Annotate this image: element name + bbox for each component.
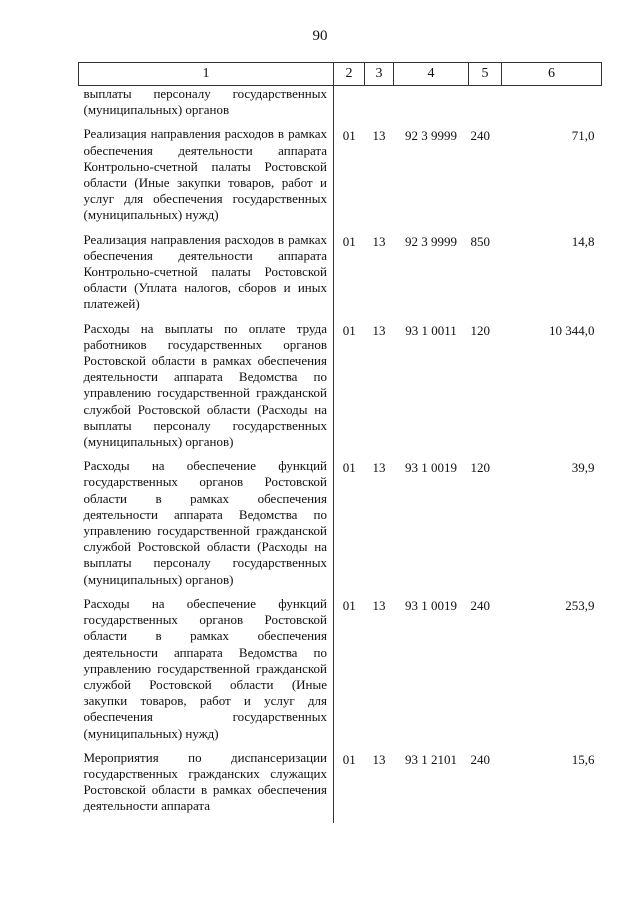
row-target-code: 93 1 0019 (405, 597, 457, 613)
row-expense-type: 120 (470, 460, 490, 476)
table-row (79, 232, 602, 321)
table-row (79, 750, 602, 823)
table-row (79, 86, 602, 127)
row-target-code: 92 3 9999 (405, 128, 457, 144)
row-amount: 71,0 (571, 128, 595, 144)
page-number: 90 (312, 28, 328, 44)
row-description: Расходы на обеспечение функций государственных органов Ростовской области в рамках обеспечения деятельности аппарата Ведомства по управлению государственной гражданской службой Ростовской области (Иные закупки товаров, работ и услуг для обеспечения государственных (муниципальных) нужд) (79, 596, 334, 750)
row-description: Реализация направления расходов в рамках обеспечения деятельности аппарата Контрольно-счетной палаты Ростовской области (Уплата налогов, сборов и иных платежей) (79, 232, 334, 321)
header-row (79, 63, 602, 86)
row-section: 01 (342, 751, 356, 767)
row-description: Расходы на обеспечение функций государственных органов Ростовской области в рамках обеспечения деятельности аппарата Ведомства по управлению государственной гражданской службой Ростовской области (Расходы на выплаты персоналу государственных (муниципальных) органов) (79, 458, 334, 596)
row-section: 01 (342, 322, 356, 338)
row-amount: 253,9 (565, 597, 595, 613)
row-subsection: 13 (372, 233, 386, 249)
row-expense-type: 240 (470, 751, 490, 767)
row-amount: 10 344,0 (549, 322, 595, 338)
row-section: 01 (342, 597, 356, 613)
row-expense-type: 120 (470, 322, 490, 338)
header-col-2: 2 (334, 63, 365, 86)
row-description: выплаты персоналу государственных (муниципальных) органов (79, 86, 334, 127)
row-amount: 39,9 (571, 460, 595, 476)
header-col-5: 5 (469, 63, 502, 86)
budget-table (78, 62, 602, 823)
row-subsection: 13 (372, 128, 386, 144)
row-expense-type: 240 (470, 597, 490, 613)
row-amount: 15,6 (571, 751, 595, 767)
row-section: 01 (342, 128, 356, 144)
row-amount (502, 86, 602, 127)
row-target-code: 92 3 9999 (405, 233, 457, 249)
row-subsection: 13 (372, 751, 386, 767)
row-expense-type (469, 86, 502, 127)
header-col-4: 4 (394, 63, 469, 86)
row-section (334, 86, 365, 127)
table-row (79, 126, 602, 231)
row-target-code: 93 1 2101 (405, 751, 457, 767)
table-row (79, 321, 602, 459)
row-subsection: 13 (372, 597, 386, 613)
row-expense-type: 240 (470, 128, 490, 144)
table-row (79, 596, 602, 750)
row-amount: 14,8 (571, 233, 595, 249)
header-col-6: 6 (502, 63, 602, 86)
row-subsection: 13 (372, 460, 386, 476)
header-col-3: 3 (365, 63, 394, 86)
header-col-1: 1 (79, 63, 334, 86)
row-description: Мероприятия по диспансеризации государственных гражданских служащих Ростовской области в рамках обеспечения деятельности аппарата (79, 750, 334, 823)
row-section: 01 (342, 460, 356, 476)
table-header (79, 63, 602, 86)
row-description: Реализация направления расходов в рамках обеспечения деятельности аппарата Контрольно-счетной палаты Ростовской области (Иные закупки товаров, работ и услуг для обеспечения государственных (муниципальных) нужд) (79, 126, 334, 231)
table-row (79, 458, 602, 596)
row-target-code: 93 1 0011 (405, 322, 457, 338)
row-subsection: 13 (372, 322, 386, 338)
row-target-code (394, 86, 469, 127)
table-body (79, 86, 602, 823)
row-target-code: 93 1 0019 (405, 460, 457, 476)
row-subsection (365, 86, 394, 127)
row-section: 01 (342, 233, 356, 249)
row-expense-type: 850 (470, 233, 490, 249)
row-description: Расходы на выплаты по оплате труда работников государственных органов Ростовской области в рамках обеспечения деятельности аппарата Ведомства по управлению государственной гражданской службой Ростовской области (Расходы на выплаты персоналу государственных (муниципальных) органов) (79, 321, 334, 459)
